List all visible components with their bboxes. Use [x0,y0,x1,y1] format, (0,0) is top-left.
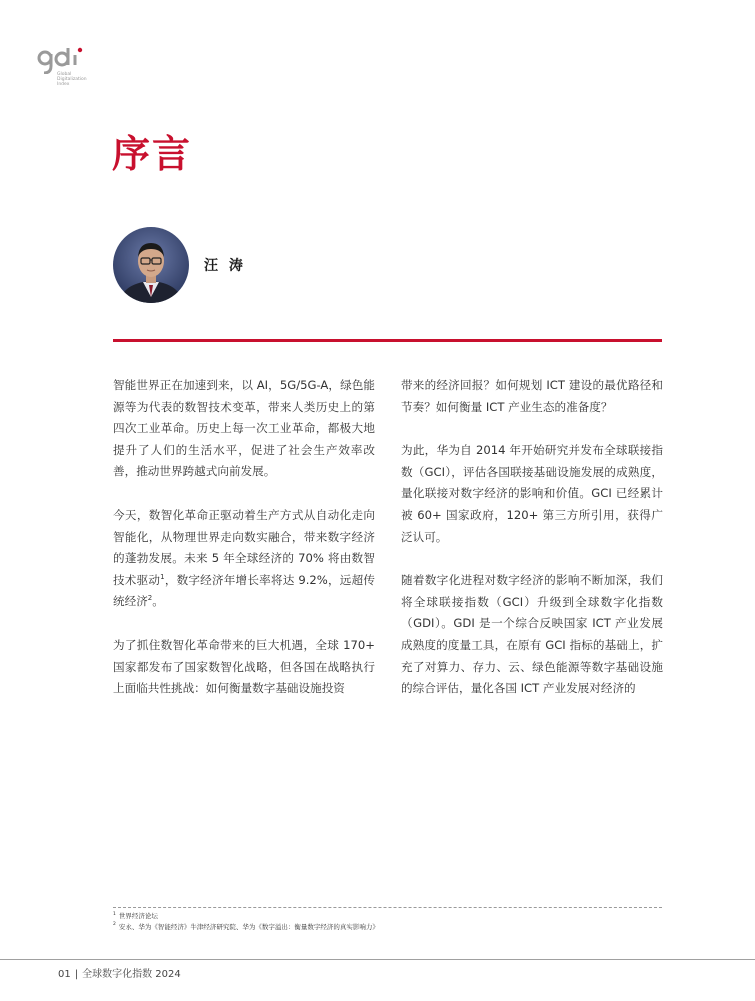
paragraph: 随着数字化进程对数字经济的影响不断加深，我们将全球联接指数（GCI）升级到全球数字化指数（GDI）。GDI 是一个综合反映国家 ICT 产业发展成熟度的度量工具，在原有 GCI 指标的基础上，扩充了对算力、存力、云、绿色能源等数字基础设施的综合评估，量化各国 ICT 产业发展对经济的 [401,573,663,696]
footnotes [113,911,379,932]
paragraph: 智能世界正在加速到来，以 AI，5G/5G-A，绿色能源等为代表的数智技术变革，带来人类历史上的第四次工业革命。历史上每一次工业革命，都极大地提升了人们的生活水平，促进了社会生产效率改善，推动世界跨越式向前发展。 [113,378,375,479]
footnote-ref[interactable]: 2 [147,594,153,603]
body-column-left [113,375,375,722]
gdi-logo [37,46,97,96]
footer-divider [0,959,755,960]
footnote-divider [113,907,662,908]
page-number: 01 [58,969,71,980]
footnote: $^2$ 安永、华为《智能经济》牛津经济研究院、华为《数字溢出：衡量数字经济的真实影响力》 [113,922,379,931]
body-column-right [401,375,663,722]
document-title: 全球数字化指数 2024 [82,969,181,980]
section-divider [113,339,662,342]
footnote: $^1$ 世界经济论坛 [113,911,158,920]
author-name: 汪 涛 [204,258,246,274]
paragraph: 带来的经济回报？如何规划 ICT 建设的最优路径和节奏？如何衡量 ICT 产业生态的准备度？ [401,378,663,414]
paragraph: 为了抓住数智化革命带来的巨大机遇，全球 170+ 国家都发布了国家数智化战略，但各国在战略执行上面临共性挑战：如何衡量数字基础设施投资 [113,637,375,696]
author-photo [113,227,189,303]
footer-separator: | [74,969,79,980]
footnote-ref[interactable]: 1 [160,572,165,581]
logo-subtitle: Global Digitalization Index [57,72,87,87]
page-footer [58,965,181,980]
paragraph: 今天，数智化革命正驱动着生产方式从自动化走向智能化，从物理世界走向数实融合，带来数字经济的蓬勃发展。未来 5 年全球经济的 70% 将由数智技术驱动$^1$，数字经济年增长率将达 9.2%，远超传统经济$^2$。 [113,507,375,609]
paragraph: 为此，华为自 2014 年开始研究并发布全球联接指数（GCI），评估各国联接基础设施发展的成熟度，量化联接对数字经济的影响和价值。GCI 已经累计被 60+ 国家政府，120+ 第三方所引用，获得广泛认可。 [401,443,663,544]
gdi-logo-mark [37,46,89,74]
page-title: 序言 [112,132,193,176]
